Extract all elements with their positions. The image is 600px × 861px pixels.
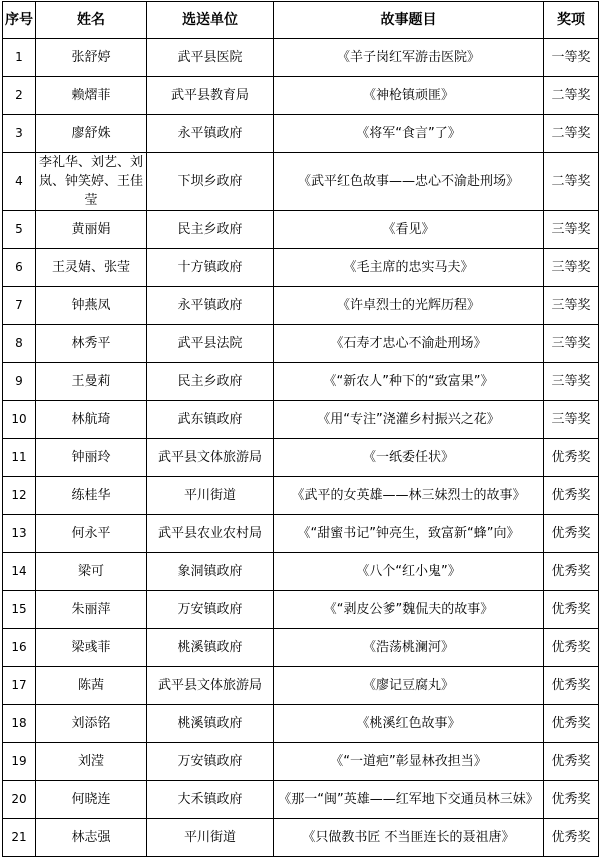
submitting-unit: 万安镇政府 [147,743,274,781]
submitting-unit: 大禾镇政府 [147,781,274,819]
table-row [3,477,599,515]
award-level: 三等奖 [544,325,599,363]
person-name: 梁可 [36,553,147,591]
table-row [3,401,599,439]
award-level: 一等奖 [544,39,599,77]
person-name: 林志强 [36,819,147,857]
award-level: 优秀奖 [544,819,599,857]
header-award: 奖项 [544,2,599,39]
submitting-unit: 武平县教育局 [147,77,274,115]
row-number: 15 [3,591,36,629]
award-level: 优秀奖 [544,743,599,781]
row-number: 7 [3,287,36,325]
award-level: 三等奖 [544,211,599,249]
row-number: 13 [3,515,36,553]
table-row [3,781,599,819]
story-title: 《“剥皮公爹”魏侃夫的故事》 [274,591,544,629]
story-title: 《“一道疤”彰显林孜担当》 [274,743,544,781]
row-number: 10 [3,401,36,439]
header-name: 姓名 [36,2,147,39]
story-title: 《廖记豆腐丸》 [274,667,544,705]
submitting-unit: 桃溪镇政府 [147,705,274,743]
row-number: 12 [3,477,36,515]
submitting-unit: 永平镇政府 [147,287,274,325]
award-level: 优秀奖 [544,667,599,705]
row-number: 2 [3,77,36,115]
row-number: 21 [3,819,36,857]
story-title: 《神枪镇顽匪》 [274,77,544,115]
table-row [3,667,599,705]
award-level: 优秀奖 [544,553,599,591]
person-name: 刘添铭 [36,705,147,743]
person-name: 钟丽玲 [36,439,147,477]
person-name: 练桂华 [36,477,147,515]
table-row [3,211,599,249]
story-title: 《看见》 [274,211,544,249]
story-title: 《武平的女英雄——林三妹烈士的故事》 [274,477,544,515]
story-title: 《只做教书匠 不当匪连长的聂祖唐》 [274,819,544,857]
award-level: 三等奖 [544,287,599,325]
submitting-unit: 桃溪镇政府 [147,629,274,667]
table-row [3,325,599,363]
submitting-unit: 武平县医院 [147,39,274,77]
table-row [3,287,599,325]
story-title: 《“甜蜜书记”钟亮生，致富新“蜂”向》 [274,515,544,553]
award-level: 三等奖 [544,249,599,287]
table-row [3,591,599,629]
row-number: 16 [3,629,36,667]
table-row [3,249,599,287]
submitting-unit: 武平县法院 [147,325,274,363]
table-row [3,743,599,781]
submitting-unit: 武东镇政府 [147,401,274,439]
header-row [3,2,599,39]
table-row [3,629,599,667]
row-number: 6 [3,249,36,287]
table-row [3,115,599,153]
person-name: 黄丽娟 [36,211,147,249]
row-number: 4 [3,153,36,211]
table-row [3,153,599,211]
submitting-unit: 民主乡政府 [147,363,274,401]
table-row [3,77,599,115]
row-number: 17 [3,667,36,705]
story-title: 《桃溪红色故事》 [274,705,544,743]
submitting-unit: 平川街道 [147,477,274,515]
row-number: 11 [3,439,36,477]
person-name: 廖舒姝 [36,115,147,153]
person-name: 钟燕凤 [36,287,147,325]
table-row [3,819,599,857]
award-level: 优秀奖 [544,629,599,667]
submitting-unit: 民主乡政府 [147,211,274,249]
person-name: 王灵婧、张莹 [36,249,147,287]
awards-table [2,1,599,857]
story-title: 《武平红色故事——忠心不渝赴刑场》 [274,153,544,211]
story-title: 《羊子岗红军游击医院》 [274,39,544,77]
person-name: 林秀平 [36,325,147,363]
row-number: 1 [3,39,36,77]
person-name: 李礼华、刘艺、刘岚、钟笑婷、王佳莹 [36,153,147,211]
row-number: 18 [3,705,36,743]
award-level: 优秀奖 [544,591,599,629]
table-row [3,39,599,77]
award-level: 二等奖 [544,153,599,211]
submitting-unit: 下坝乡政府 [147,153,274,211]
row-number: 19 [3,743,36,781]
header-number: 序号 [3,2,36,39]
story-title: 《毛主席的忠实马夫》 [274,249,544,287]
table-row [3,363,599,401]
story-title: 《浩荡桃澜河》 [274,629,544,667]
award-level: 优秀奖 [544,705,599,743]
person-name: 王曼莉 [36,363,147,401]
table-row [3,553,599,591]
story-title: 《石寿才忠心不渝赴刑场》 [274,325,544,363]
submitting-unit: 武平县文体旅游局 [147,667,274,705]
story-title: 《许卓烈士的光辉历程》 [274,287,544,325]
submitting-unit: 平川街道 [147,819,274,857]
person-name: 赖熠菲 [36,77,147,115]
row-number: 5 [3,211,36,249]
submitting-unit: 象洞镇政府 [147,553,274,591]
table-row [3,705,599,743]
table-row [3,439,599,477]
story-title: 《那一“闽”英雄——红军地下交通员林三妹》 [274,781,544,819]
row-number: 3 [3,115,36,153]
award-level: 三等奖 [544,363,599,401]
person-name: 林航琦 [36,401,147,439]
submitting-unit: 武平县农业农村局 [147,515,274,553]
row-number: 9 [3,363,36,401]
table-row [3,515,599,553]
award-level: 三等奖 [544,401,599,439]
story-title: 《将军“食言”了》 [274,115,544,153]
person-name: 何永平 [36,515,147,553]
header-story-title: 故事题目 [274,2,544,39]
submitting-unit: 武平县文体旅游局 [147,439,274,477]
submitting-unit: 万安镇政府 [147,591,274,629]
award-level: 优秀奖 [544,477,599,515]
person-name: 陈茜 [36,667,147,705]
story-title: 《“新农人”种下的“致富果”》 [274,363,544,401]
award-level: 优秀奖 [544,781,599,819]
award-level: 优秀奖 [544,515,599,553]
header-unit: 选送单位 [147,2,274,39]
person-name: 张舒婷 [36,39,147,77]
award-level: 二等奖 [544,77,599,115]
table-body [3,39,599,857]
submitting-unit: 十方镇政府 [147,249,274,287]
story-title: 《八个“红小鬼”》 [274,553,544,591]
person-name: 刘滢 [36,743,147,781]
row-number: 14 [3,553,36,591]
award-level: 二等奖 [544,115,599,153]
row-number: 20 [3,781,36,819]
person-name: 朱丽萍 [36,591,147,629]
award-level: 优秀奖 [544,439,599,477]
person-name: 何晓连 [36,781,147,819]
submitting-unit: 永平镇政府 [147,115,274,153]
story-title: 《一纸委任状》 [274,439,544,477]
row-number: 8 [3,325,36,363]
person-name: 梁彧菲 [36,629,147,667]
story-title: 《用“专注”浇灌乡村振兴之花》 [274,401,544,439]
